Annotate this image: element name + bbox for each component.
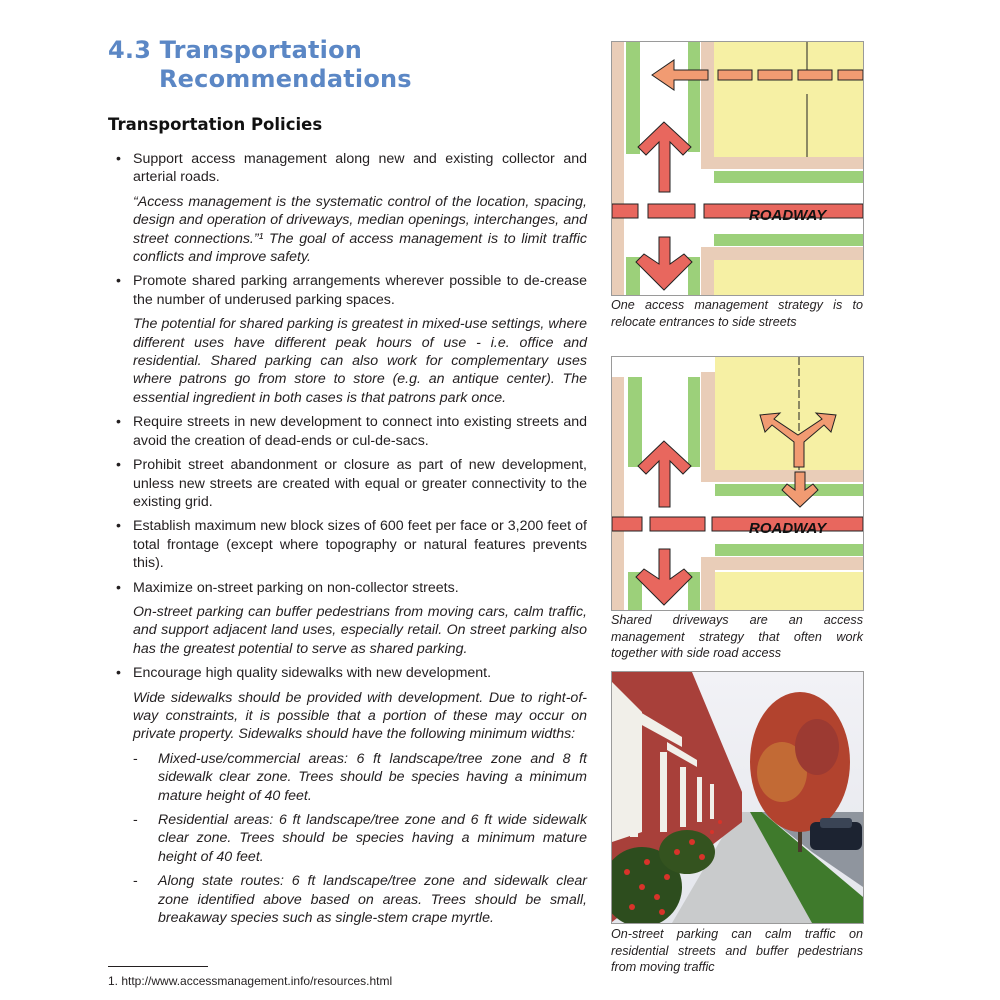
sidewalk-requirement [116, 750, 587, 805]
shared-driveway-diagram [612, 357, 863, 610]
section-title-line1: 4.3 Transportation [108, 36, 363, 64]
policy-list [116, 150, 587, 933]
bullet-icon: • [116, 414, 121, 431]
policy-text: Require streets in new development to connect into existing streets and avoid the creation of dead-ends or cul-de-sacs. [133, 414, 587, 449]
requirement-text: Mixed-use/commercial areas: 6 ft landscape/tree zone and 8 ft sidewalk clear zone. Trees should be species having a minimum mature height of 40 feet. [158, 750, 587, 804]
policy-item [116, 517, 587, 572]
policy-text: Maximize on-street parking on non-collector streets. [133, 579, 459, 596]
requirement-text: Residential areas: 6 ft landscape/tree zone and 6 ft wide sidewalk clear zone. Trees should be species having a minimum mature height of 40 feet. [158, 812, 587, 865]
figure-caption: Shared driveways are an access management strategy that often work together with side road access [611, 613, 863, 661]
policy-text: Establish maximum new block sizes of 600 feet per face or 3,200 feet of total frontage (except where topography or natural features prevents this). [133, 518, 587, 572]
roadway-label: ROADWAY [749, 207, 827, 224]
street-photo [612, 672, 863, 923]
bullet-icon: • [116, 457, 121, 474]
bullet-icon: • [116, 518, 121, 535]
policy-text: Promote shared parking arrangements wherever possible to de-crease the number of underused parking spaces. [133, 273, 587, 308]
section-title [108, 36, 412, 94]
policy-text: Encourage high quality sidewalks with new development. [133, 665, 492, 682]
policy-note: Wide sidewalks should be provided with development. Due to right-of-way constraints, it is possible that a portion of these may occur on private property. Sidewalks should have the following minimum widths: [133, 689, 587, 743]
dash-icon: - [133, 873, 138, 890]
policy-text: Prohibit street abandonment or closure as part of new development, unless new streets are created with equal or greater connectivity to the existing grid. [133, 457, 587, 510]
figure-shared-driveways [611, 356, 864, 611]
bullet-icon: • [116, 665, 121, 682]
policy-note: The potential for shared parking is greatest in mixed-use settings, where different uses have different peak hours of use - i.e. office and residential. Shared parking can also work for complementary uses where patrons go from store to store (e.g. an antique center). The essential ingredient in both cases is that patrons park once. [133, 316, 587, 406]
figure-side-street-access [611, 41, 864, 296]
sidewalk-requirement [116, 872, 587, 927]
requirement-text: Along state routes: 6 ft landscape/tree zone and sidewalk clear zone identified above based on areas. Trees should be small, breakaway species such as single-stem crape myrtle. [158, 873, 587, 927]
policy-note: On-street parking can buffer pedestrians from moving cars, calm traffic, and support adjacent land uses, especially retail. On street parking also has the greatest potential to serve as shared parking. [133, 603, 587, 657]
policy-item [116, 150, 587, 187]
subsection-heading: Transportation Policies [108, 115, 323, 134]
section-title-line2: Recommendations [159, 65, 412, 93]
figure-street-photo [611, 671, 864, 924]
policy-note: “Access management is the systematic control of the location, spacing, design and operation of driveways, median openings, interchanges, and street connections.”¹ The goal of access management is to limit traffic conflicts and improve safety. [133, 193, 587, 266]
dash-icon: - [133, 750, 138, 767]
policy-item [116, 272, 587, 309]
bullet-icon: • [116, 151, 121, 167]
policy-item [116, 579, 587, 597]
policy-item [116, 456, 587, 511]
bullet-icon: • [116, 579, 121, 596]
figure-caption: One access management strategy is to relocate entrances to side streets [611, 298, 863, 329]
sidewalk-requirement [116, 811, 587, 866]
footnote: 1. http://www.accessmanagement.info/resources.html [108, 974, 393, 988]
policy-text: Support access management along new and existing collector and arterial roads. [133, 151, 587, 186]
figure-caption: On-street parking can calm traffic on residential streets and buffer pedestrians from moving traffic [611, 927, 863, 975]
bullet-icon: • [116, 273, 121, 290]
footnote-divider [108, 966, 208, 967]
policy-item [116, 664, 587, 682]
policy-item [116, 413, 587, 450]
side-street-diagram [612, 42, 863, 295]
roadway-label: ROADWAY [749, 520, 827, 537]
dash-icon: - [133, 812, 138, 828]
